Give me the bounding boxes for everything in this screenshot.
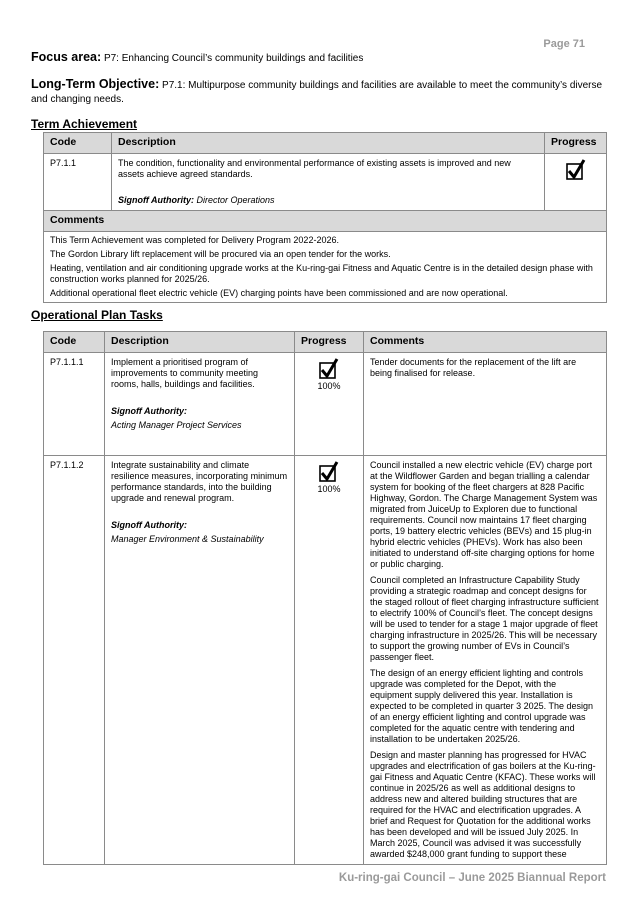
checked-box-icon — [318, 357, 340, 381]
signoff-label: Signoff Authority: — [111, 520, 187, 530]
task-description: Integrate sustainability and climate resilience measures, incorporating minimum performance standards, into the building upgrade and renewal program. — [111, 460, 288, 503]
long-term-objective-text: P7.1: Multipurpose community buildings and facilities are available to meet the community’s diverse and changing needs. — [31, 80, 603, 105]
header-description: Description — [105, 332, 295, 353]
task-signoff — [111, 406, 288, 431]
header-progress: Progress — [295, 332, 364, 353]
task-code: P7.1.1.2 — [44, 456, 105, 865]
term-achievement-header-row — [44, 133, 607, 154]
focus-area — [31, 51, 606, 65]
achievement-progress — [545, 154, 607, 211]
header-progress: Progress — [545, 133, 607, 154]
header-code: Code — [44, 332, 105, 353]
long-term-objective — [31, 77, 606, 107]
focus-area-text: P7: Enhancing Council’s community buildings and facilities — [103, 53, 364, 64]
signoff-name: Director Operations — [196, 195, 275, 205]
operational-header-row — [44, 332, 607, 353]
checked-box-icon — [318, 460, 340, 484]
comments-cell — [44, 232, 607, 303]
header-code: Code — [44, 133, 112, 154]
header-description: Description — [112, 133, 545, 154]
term-achievement-table — [43, 132, 607, 303]
task-progress — [295, 456, 364, 865]
comment-paragraph: Design and master planning has progressed for HVAC upgrades and electrification of gas boilers at the Ku-ring-gai Fitness and Aquatic Centre (KFAC). These works will continue in 2025/26 as well as additional designs to address new and altered building structures that are required for the HVAC and electrification upgrades. A brief and Request for Quotation for the additional works has been developed and will be issued July 2025. In March 2025, Council was advised it was successfully awarded $248,000 grant funding to support these — [370, 750, 596, 859]
task-comments — [364, 353, 607, 456]
achievement-description: The condition, functionality and environmental performance of existing assets is improved and new assets achieve agreed standards. — [118, 158, 511, 179]
progress-percent: 100% — [317, 381, 341, 391]
task-description: Implement a prioritised program of improvements to community meeting rooms, halls, buildings and facilities. — [111, 357, 259, 389]
page-number: Page 71 — [543, 38, 585, 50]
term-achievement-row — [44, 154, 607, 211]
signoff-name: Acting Manager Project Services — [111, 420, 242, 430]
signoff-name: Manager Environment & Sustainability — [111, 534, 264, 544]
comments-header-row — [44, 211, 607, 232]
task-description-cell — [105, 353, 295, 456]
report-footer: Ku-ring-gai Council – June 2025 Biannual Report — [338, 872, 606, 884]
task-row — [44, 353, 607, 456]
achievement-description-cell — [112, 154, 545, 211]
comment-paragraph: The design of an energy efficient lighting and controls upgrade was completed for the Depot, with the equipment supply delivered this year. Installation is expected to be completed in quarter 3 2025. The design of an energy efficient lighting and control upgrade was completed for the aquatic centre with tendering and installation to be undertaken 2025/26. — [370, 668, 593, 744]
comment-paragraph: Council completed an Infrastructure Capability Study providing a strategic roadmap and concept designs for the staged rollout of fleet charging infrastructure sufficient to electrify 100% of Council’s fleet. The concept designs will be used to tender for a stage 1 major upgrade of fleet charging infrastructure in 2025/26. This will be necessary to support the growing number of EVs in Council’s passenger fleet. — [370, 575, 599, 662]
comment-paragraph: This Term Achievement was completed for Delivery Program 2022-2026. — [50, 235, 339, 245]
task-progress — [295, 353, 364, 456]
checked-box-icon — [565, 158, 587, 182]
signoff-label: Signoff Authority: — [118, 195, 194, 205]
task-description-cell — [105, 456, 295, 865]
header-comments: Comments — [364, 332, 607, 353]
achievement-signoff — [118, 195, 538, 206]
progress-percent: 100% — [317, 484, 341, 494]
task-signoff — [111, 520, 288, 545]
task-row — [44, 456, 607, 865]
achievement-code: P7.1.1 — [44, 154, 112, 211]
operational-plan-table — [43, 331, 607, 865]
operational-plan-heading: Operational Plan Tasks — [31, 308, 163, 322]
comment-paragraph: Heating, ventilation and air conditioning upgrade works at the Ku-ring-gai Fitness and Aquatic Centre is in the detailed design phase with construction works planned for 2025/26. — [50, 263, 593, 284]
signoff-label: Signoff Authority: — [111, 406, 187, 416]
focus-area-label: Focus area: — [31, 50, 102, 64]
comments-header: Comments — [44, 211, 607, 232]
task-comments — [364, 456, 607, 865]
task-code: P7.1.1.1 — [44, 353, 105, 456]
comments-row — [44, 232, 607, 303]
comment-paragraph: Council installed a new electric vehicle (EV) charge port at the Wildflower Garden and began trialling a calendar system for booking of the fleet chargers at 828 Pacific Highway, Gordon. The Charge Management System was migrated from JuiceUp to Exploren due to functional requirements. Council now maintains 17 fleet charging ports, 19 battery electric vehicles (BEVs) and 15 plug-in hybrid electric vehicles (PHEVs). Work has also been initiated to understand off-site charging options for home or public charging. — [370, 460, 598, 569]
comment-paragraph: The Gordon Library lift replacement will be procured via an open tender for the works. — [50, 249, 391, 259]
comment-paragraph: Tender documents for the replacement of the lift are being finalised for release. — [370, 357, 577, 378]
long-term-objective-label: Long-Term Objective: — [31, 77, 160, 91]
comment-paragraph: Additional operational fleet electric vehicle (EV) charging points have been commissioned and are now operational. — [50, 288, 508, 298]
term-achievement-heading: Term Achievement — [31, 117, 138, 131]
